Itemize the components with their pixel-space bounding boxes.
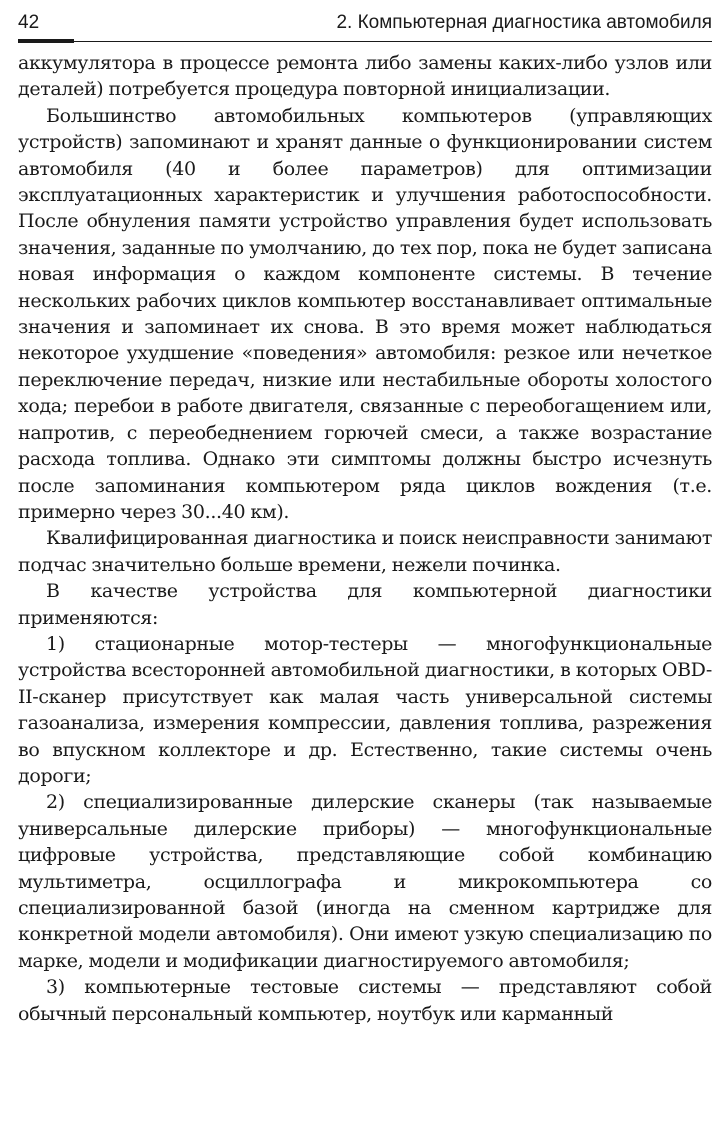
page-number: 42 (18, 12, 40, 33)
list-item-motor-testers: 1) стационарные мотор-тестеры — многофункциональные устройства всесторонней автомобильной диагностики, в которых OBD-II-сканер присутствует как малая часть универсальной системы газоанализа, измерения компрессии, давления топлива, разрежения во впускном коллекторе и др. Естественно, такие системы очень дороги; (18, 632, 712, 787)
paragraph-memory: Большинство автомобильных компьютеров (управляющих устройств) запоминают и хранят данные о функционировании систем автомобиля (40 и более параметров) для оптимизации эксплуатационных характеристик и улучшения работоспособности. После обнуления памяти устройство управления будет использовать значения, заданные по умолчанию, до тех пор, пока не будет записана новая информация о каждом компоненте системы. В течение нескольких рабочих циклов компьютер восстанавливает оптимальные значения и запоминает их снова. В это время может наблюдаться некоторое ухудшение «поведения» автомобиля: резкое или нечеткое переключение передач, низкие или нестабильные обороты холостого хода; перебои в работе двигателя, связанные с переобогащением или, напротив, с переобеднением горючей смеси, а также возрастание расхода топлива. Однако эти симптомы должны быстро исчезнуть после запоминания компьютером ряда циклов вождения (т.е. примерно через 30...40 км). (18, 104, 712, 523)
paragraph-diagnostics-time: Квалифицированная диагностика и поиск неисправности занимают подчас значительно больше времени, нежели починка. (18, 527, 712, 576)
list-item-dealer-scanners: 2) специализированные дилерские сканеры (так называемые универсальные дилерские приборы) — многофункциональные цифровые устройства, представляющие собой комбинацию мультиметра, осциллографа и микрокомпьютера со специализированной базой (иногда на сменном картридже для конкретной модели автомобиля). Они имеют узкую специализацию по марке, модели и модификации диагностируемого автомобиля; (18, 791, 712, 972)
header-rule (18, 41, 712, 42)
chapter-title: 2. Компьютерная диагностика автомобиля (336, 12, 712, 33)
running-head (18, 8, 712, 42)
header-rule-accent (18, 39, 74, 43)
list-item-computer-systems: 3) компьютерные тестовые системы — представляют собой обычный персональный компьютер, ноутбук или карманный (18, 976, 712, 1025)
book-page (18, 8, 712, 1025)
paragraph-devices-intro: В качестве устройства для компьютерной диагностики применяются: (18, 580, 712, 629)
paragraph-continuation: аккумулятора в процессе ремонта либо замены каких-либо узлов или деталей) потребуется процедура повторной инициализации. (18, 52, 712, 101)
body-text (18, 50, 712, 1027)
